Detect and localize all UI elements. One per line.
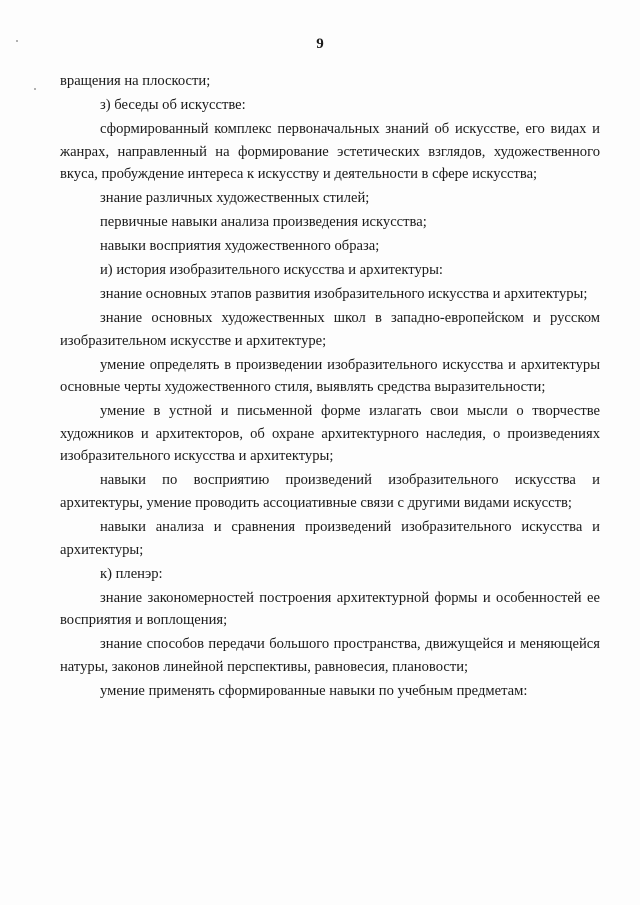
section-heading: з) беседы об искусстве: [100, 96, 246, 113]
paragraph: знание различных художественных стилей; [100, 190, 370, 207]
page-number: 9 [316, 36, 324, 52]
paragraph: навыки по восприятию произведений изобразительного искусства и архитектуры, умение проводить ассоциативные связи с другими видами искусств; [60, 472, 600, 511]
paragraph: навыки анализа и сравнения произведений изобразительного искусства и архитектуры; [60, 518, 600, 558]
paragraph: вращения на плоскости; [60, 73, 211, 89]
paragraph: умение применять сформированные навыки по учебным предметам: [100, 682, 528, 699]
paragraph: умение определять в произведении изобразительного искусства и архитектуры основные черты художественного стиля, выявлять средства выразительности; [60, 356, 600, 396]
paragraph: первичные навыки анализа произведения искусства; [100, 214, 427, 231]
body-text [60, 70, 600, 702]
paragraph: знание способов передачи большого пространства, движущейся и меняющейся натуры, законов линейной перспективы, равновесия, плановости; [60, 636, 600, 675]
paragraph: знание основных этапов развития изобразительного искусства и архитектуры; [100, 286, 588, 303]
section-heading: и) история изобразительного искусства и архитектуры: [100, 262, 443, 279]
section-heading: к) пленэр: [100, 565, 163, 582]
scan-speck [16, 40, 18, 42]
paragraph: знание основных художественных школ в западно-европейском и русском изобразительном искусстве и архитектуре; [60, 310, 600, 349]
paragraph: знание закономерностей построения архитектурной формы и особенностей ее восприятия и воплощения; [60, 589, 600, 629]
paragraph: сформированный комплекс первоначальных знаний об искусстве, его видах и жанрах, направленный на формирование эстетических взглядов, художественного вкуса, пробуждение интереса к искусству и деятельности в сфере искусства; [60, 120, 600, 183]
scan-speck [34, 88, 36, 90]
paragraph: умение в устной и письменной форме излагать свои мысли о творчестве художников и архитекторов, об охране архитектурного наследия, о произведениях изобразительного искусства и архитектуры; [60, 403, 600, 465]
paragraph: навыки восприятия художественного образа; [100, 238, 380, 255]
